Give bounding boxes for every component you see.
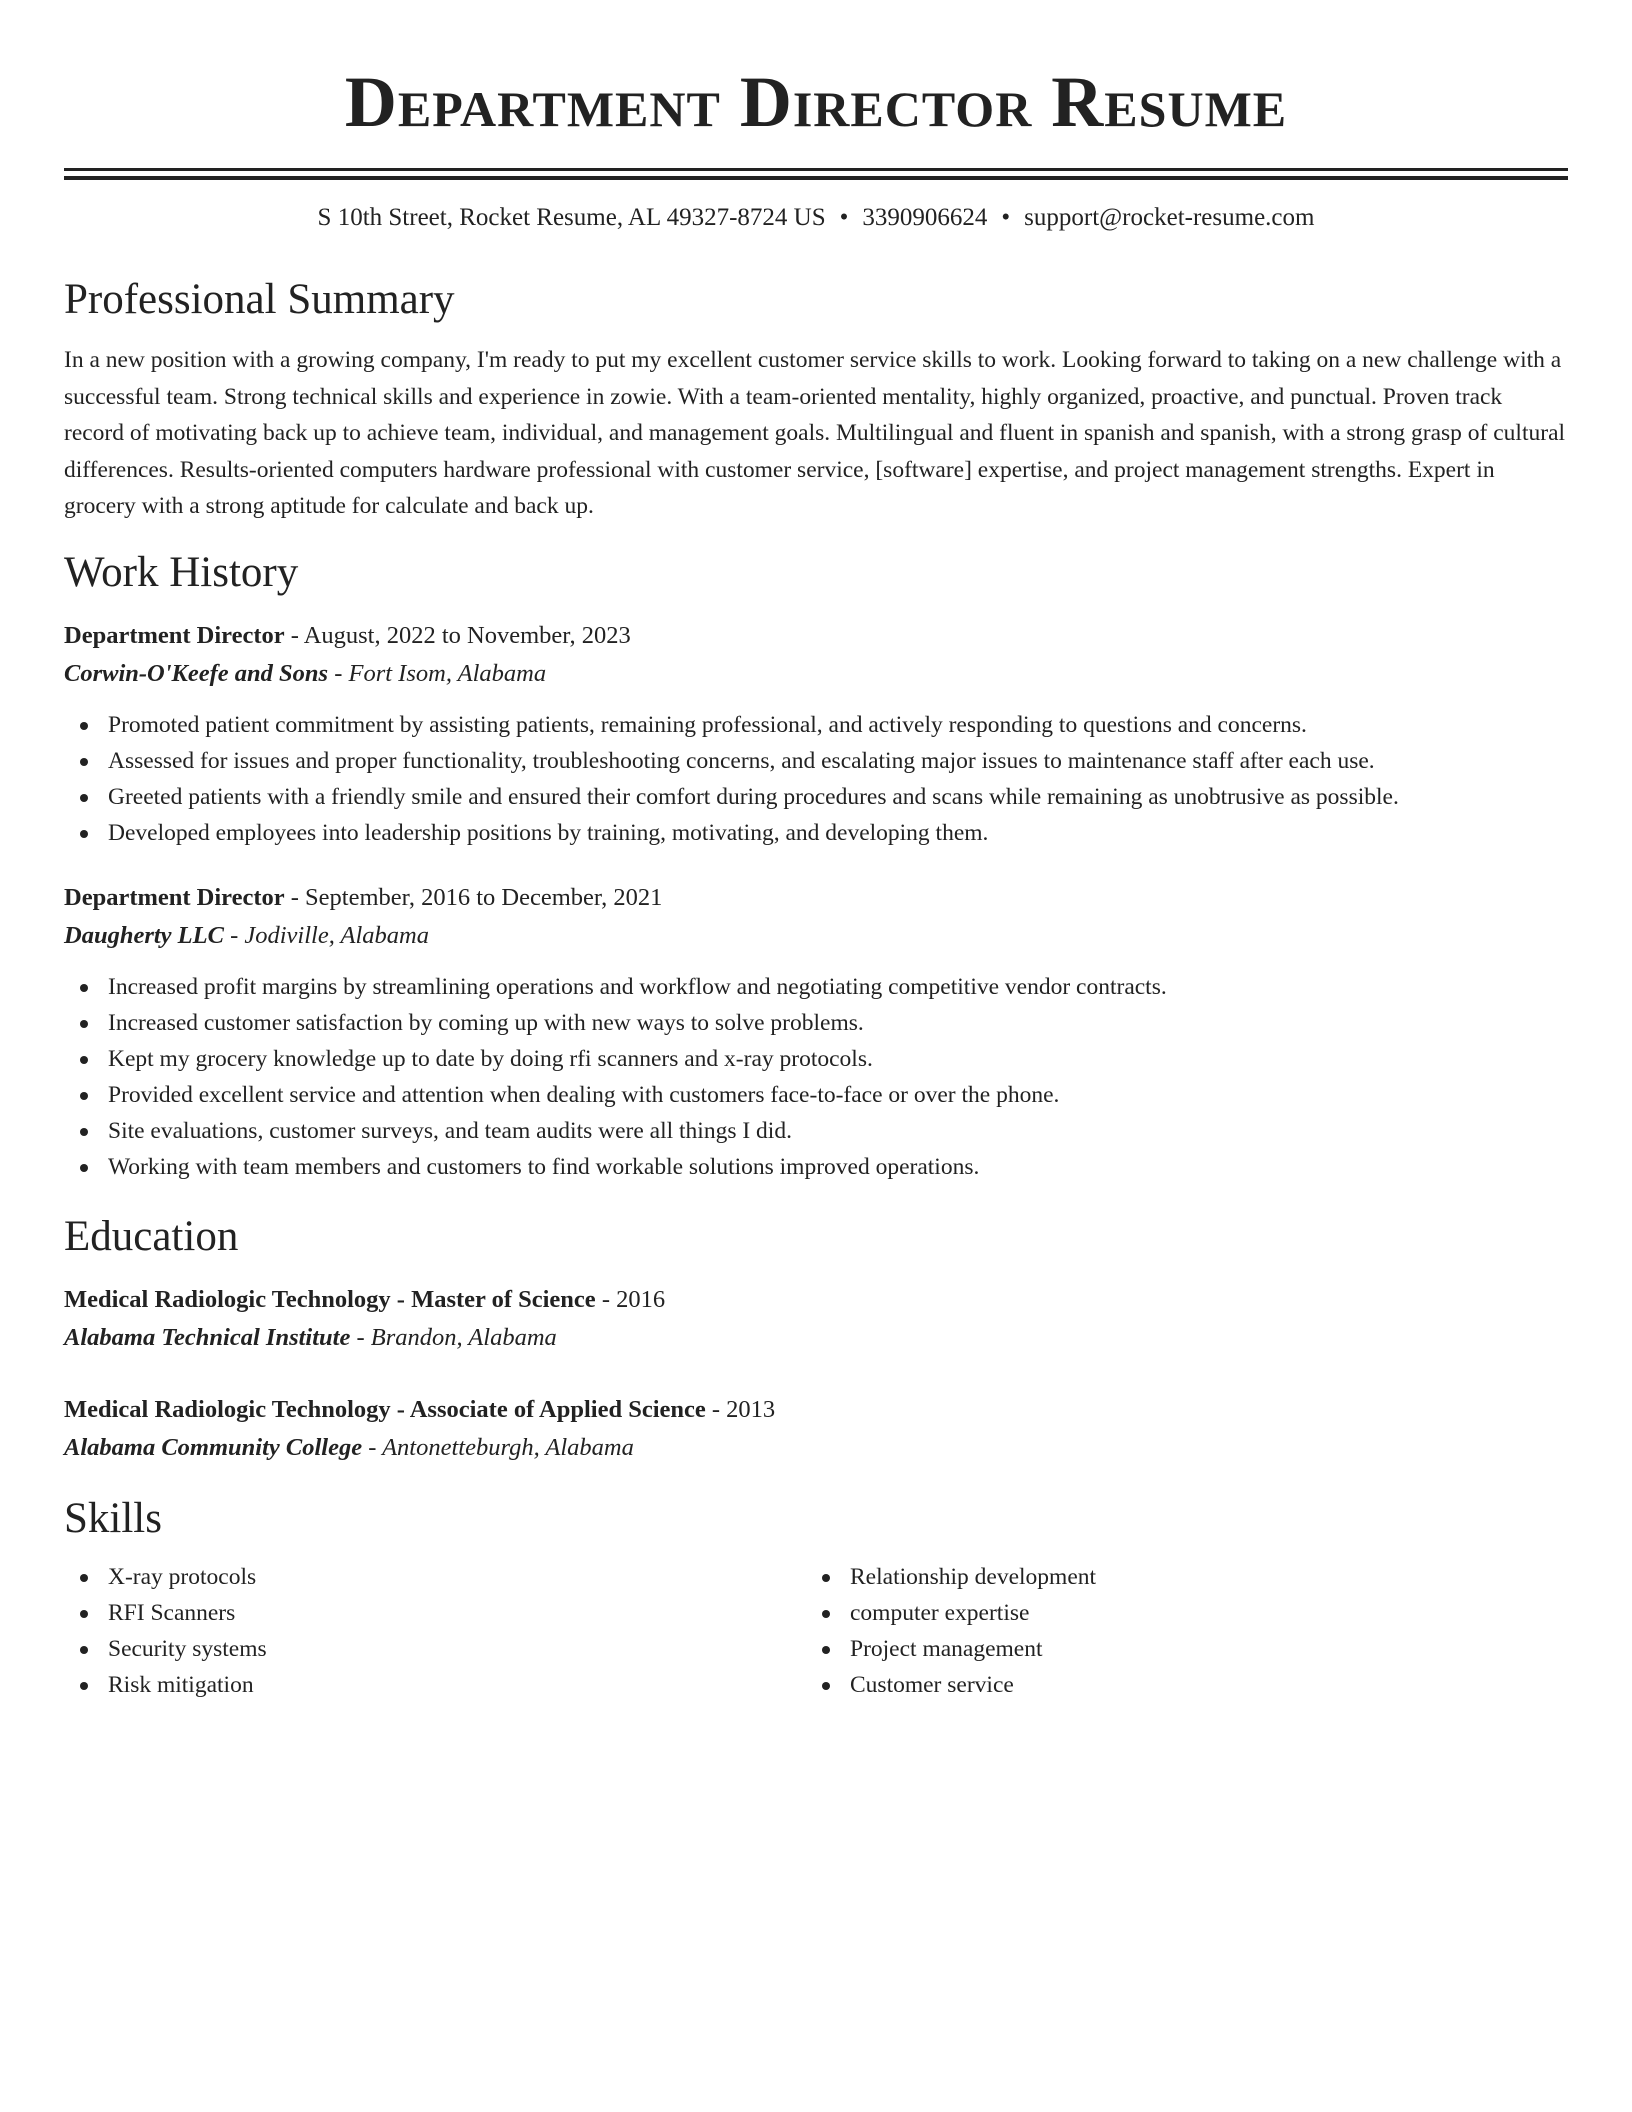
education-location: - Antonetteburgh, Alabama	[362, 1433, 634, 1461]
education-location: - Brandon, Alabama	[350, 1323, 557, 1351]
resume-title: Department Director Resume	[344, 62, 1288, 142]
education-degree: Medical Radiologic Technology - Associate of Applied Science	[64, 1395, 706, 1423]
job-title: Department Director	[64, 621, 285, 649]
list-item: Customer service	[806, 1667, 1548, 1703]
list-item: Assessed for issues and proper functionality, troubleshooting concerns, and escalating major issues to maintenance staff after each use.	[64, 743, 1568, 779]
section-heading-education: Education	[64, 1212, 239, 1260]
job-location: - Jodiville, Alabama	[223, 921, 429, 949]
skills-columns	[64, 1559, 1568, 1703]
job-company-line	[64, 917, 1568, 955]
list-item: RFI Scanners	[64, 1595, 806, 1631]
skills-column-left	[64, 1559, 806, 1703]
list-item: Kept my grocery knowledge up to date by doing rfi scanners and x-ray protocols.	[64, 1041, 1568, 1077]
education-school: Alabama Technical Institute	[64, 1323, 351, 1351]
list-item: Provided excellent service and attention when dealing with customers face-to-face or over the phone.	[64, 1077, 1568, 1113]
job-company: Daugherty LLC	[64, 921, 224, 949]
education-degree-line	[64, 1281, 1568, 1319]
list-item: Increased profit margins by streamlining operations and workflow and negotiating competitive vendor contracts.	[64, 969, 1568, 1005]
list-item: Increased customer satisfaction by coming up with new ways to solve problems.	[64, 1005, 1568, 1041]
job-dates: - August, 2022 to November, 2023	[284, 621, 631, 649]
list-item: Working with team members and customers to find workable solutions improved operations.	[64, 1149, 1568, 1185]
list-item: Developed employees into leadership positions by training, motivating, and developing them.	[64, 815, 1568, 851]
job-entry	[64, 617, 1568, 851]
section-heading-summary: Professional Summary	[64, 276, 455, 323]
contact-phone: 3390906624	[862, 204, 988, 231]
education-degree: Medical Radiologic Technology - Master of Science	[64, 1285, 596, 1313]
skills-list	[64, 1559, 806, 1703]
job-title-line	[64, 879, 1568, 917]
contact-separator: •	[839, 204, 849, 231]
skills-list	[806, 1559, 1548, 1703]
section-heading-skills: Skills	[64, 1494, 162, 1542]
job-company: Corwin-O'Keefe and Sons	[64, 659, 329, 687]
job-location: - Fort Isom, Alabama	[328, 659, 547, 687]
list-item: Security systems	[64, 1631, 806, 1667]
list-item: X-ray protocols	[64, 1559, 806, 1595]
list-item: Project management	[806, 1631, 1548, 1667]
job-dates: - September, 2016 to December, 2021	[284, 883, 663, 911]
job-company-line	[64, 655, 1568, 693]
list-item: Promoted patient commitment by assisting patients, remaining professional, and actively responding to questions and concerns.	[64, 707, 1568, 743]
skills-column-right	[806, 1559, 1548, 1703]
title-double-rule	[64, 168, 1568, 180]
section-heading-work-history: Work History	[64, 548, 299, 596]
contact-address: S 10th Street, Rocket Resume, AL 49327-8724 US	[317, 204, 826, 231]
education-school-line	[64, 1319, 1568, 1357]
job-title: Department Director	[64, 883, 285, 911]
list-item: Greeted patients with a friendly smile and ensured their comfort during procedures and scans while remaining as unobtrusive as possible.	[64, 779, 1568, 815]
list-item: Relationship development	[806, 1559, 1548, 1595]
contact-email: support@rocket-resume.com	[1024, 204, 1315, 231]
education-year: - 2013	[705, 1395, 776, 1423]
education-school: Alabama Community College	[64, 1433, 363, 1461]
list-item: computer expertise	[806, 1595, 1548, 1631]
job-bullet-list	[64, 707, 1568, 851]
job-bullet-list	[64, 969, 1568, 1185]
education-entry	[64, 1391, 1568, 1467]
list-item: Risk mitigation	[64, 1667, 806, 1703]
education-year: - 2016	[595, 1285, 666, 1313]
contact-separator: •	[1001, 204, 1011, 231]
resume-page	[64, 0, 1568, 1703]
job-title-line	[64, 617, 1568, 655]
summary-text: In a new position with a growing company, I'm ready to put my excellent customer service skills to work. Looking forward to taking on a new challenge with a successful team. Strong technical skills and experience in zowie. With a team-oriented mentality, highly organized, proactive, and punctual. Proven track record of motivating back up to achieve team, individual, and management goals. Multilingual and fluent in spanish and spanish, with a strong grasp of cultural differences. Results-oriented computers hardware professional with customer service, [software] expertise, and project management strengths. Expert in grocery with a strong aptitude for calculate and back up.	[64, 347, 1566, 519]
education-school-line	[64, 1429, 1568, 1467]
education-entry	[64, 1281, 1568, 1357]
list-item: Site evaluations, customer surveys, and team audits were all things I did.	[64, 1113, 1568, 1149]
contact-line	[64, 202, 1568, 234]
job-entry	[64, 879, 1568, 1185]
education-degree-line	[64, 1391, 1568, 1429]
